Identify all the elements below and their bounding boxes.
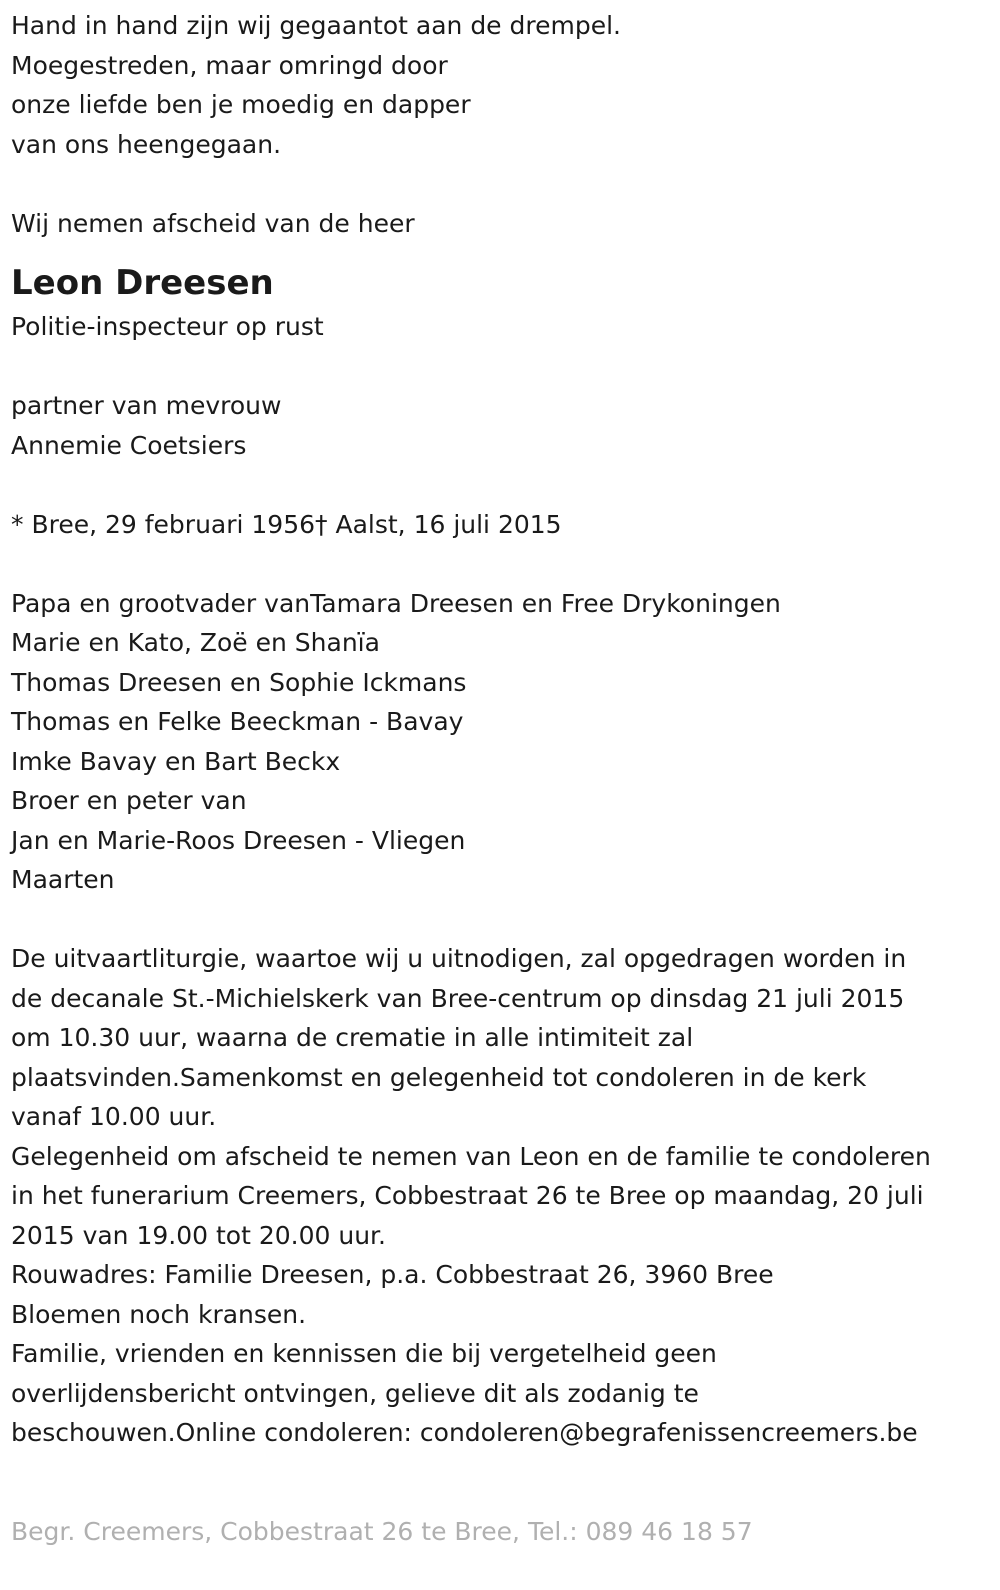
family-line: Maarten — [11, 865, 115, 894]
deceased-title: Politie-inspecteur op rust — [11, 312, 324, 341]
partner-line: partner van mevrouw — [11, 391, 282, 420]
details-line: Familie, vrienden en kennissen die bij vergetelheid geen — [11, 1339, 717, 1368]
family-line: Imke Bavay en Bart Beckx — [11, 746, 341, 776]
deceased-name: Leon Dreesen — [11, 263, 274, 303]
poem-line: Hand in hand zijn wij gegaantot aan de drempel. — [11, 11, 621, 40]
details-line: Gelegenheid om afscheid te nemen van Leon en de familie te condoleren — [11, 1141, 931, 1171]
family-line: Broer en peter van — [11, 786, 247, 815]
birth-death-dates: * Bree, 29 februari 1956† Aalst, 16 juli 2015 — [11, 509, 562, 539]
partner-name: Annemie Coetsiers — [11, 430, 247, 460]
details-line: Bloemen noch kransen. — [11, 1299, 307, 1329]
poem-line: onze liefde ben je moedig en dapper — [11, 90, 471, 119]
family-line: Thomas en Felke Beeckman - Bavay — [11, 707, 464, 736]
spacer — [11, 164, 991, 204]
intro-line: Wij nemen afscheid van de heer — [11, 208, 415, 238]
spacer — [11, 347, 991, 387]
family-line: Thomas Dreesen en Sophie Ickmans — [11, 667, 467, 697]
obituary-text — [11, 6, 991, 1453]
spacer — [11, 544, 991, 584]
details-line: om 10.30 uur, waarna de crematie in alle intimiteit zal — [11, 1023, 694, 1052]
details-line: plaatsvinden.Samenkomst en gelegenheid tot condoleren in de kerk — [11, 1062, 867, 1092]
details-line: overlijdensbericht ontvingen, gelieve dit als zodanig te — [11, 1378, 699, 1408]
spacer — [11, 900, 991, 940]
details-line: beschouwen.Online condoleren: condoleren@begrafenissencreemers.be — [11, 1418, 918, 1447]
family-line: Marie en Kato, Zoë en Shanïa — [11, 628, 380, 657]
funeral-home-footer: Begr. Creemers, Cobbestraat 26 te Bree, Tel.: 089 46 18 57 — [11, 1517, 753, 1546]
details-line: De uitvaartliturgie, waartoe wij u uitnodigen, zal opgedragen worden in — [11, 944, 907, 973]
details-line: vanaf 10.00 uur. — [11, 1102, 217, 1131]
family-line: Jan en Marie-Roos Dreesen - Vliegen — [11, 825, 466, 855]
details-line: in het funerarium Creemers, Cobbestraat 26 te Bree op maandag, 20 juli — [11, 1181, 924, 1210]
poem-line: van ons heengegaan. — [11, 129, 282, 159]
family-line: Papa en grootvader vanTamara Dreesen en Free Drykoningen — [11, 588, 781, 618]
details-line: de decanale St.-Michielskerk van Bree-centrum op dinsdag 21 juli 2015 — [11, 983, 905, 1013]
poem-line: Moegestreden, maar omringd door — [11, 50, 448, 80]
details-line: 2015 van 19.00 tot 20.00 uur. — [11, 1220, 386, 1250]
spacer — [11, 465, 991, 505]
details-line: Rouwadres: Familie Dreesen, p.a. Cobbestraat 26, 3960 Bree — [11, 1260, 774, 1289]
